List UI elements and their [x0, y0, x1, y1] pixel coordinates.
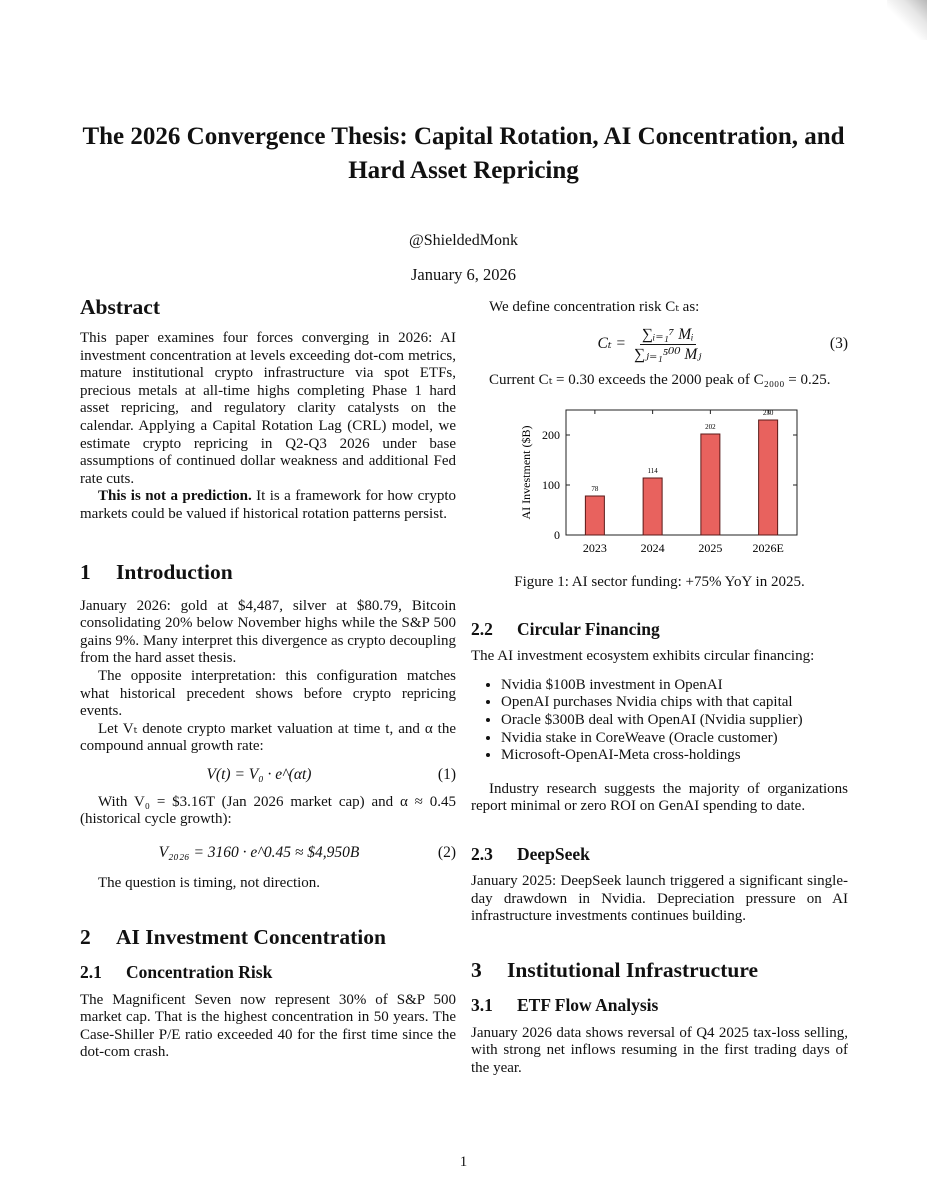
definition-text: We define concentration risk Cₜ as: — [489, 299, 700, 315]
circular-financing-text: The AI investment ecosystem exhibits circular financing: — [471, 648, 815, 665]
subsection-2-2-heading — [471, 618, 848, 640]
subsection-number: 2.2 — [471, 619, 493, 640]
bar-chart — [500, 397, 830, 567]
subsection-number: 3.1 — [471, 994, 493, 1015]
fraction-denominator: ∑ⱼ₌₁⁵⁰⁰ Mⱼ — [634, 345, 702, 363]
current-ratio-text: Current Cₜ = 0.30 exceeds the 2000 peak of C₂₀₀₀ = 0.25. — [489, 371, 831, 388]
figure-caption: Figure 1: AI sector funding: +75% YoY in 2025. — [514, 574, 805, 591]
bar-value-label: 114 — [647, 467, 658, 476]
bar-value-label: 202 — [705, 423, 716, 432]
concentration-risk-text: The Magnificent Seven now represent 30% of S&P 500 market cap. That is the highest concentration in 50 years. The Case-Shiller P/E ratio exceeded 40 for the first time since the dot-com crash. — [80, 991, 456, 1061]
section-number: 3 — [471, 957, 482, 982]
subsection-number: 2.1 — [80, 961, 102, 982]
section-title: AI Investment Concentration — [116, 924, 386, 949]
right-column — [471, 299, 848, 1078]
section-3-heading — [471, 956, 848, 984]
bar-value-label: 230 — [762, 409, 774, 418]
deepseek-text: January 2025: DeepSeek launch triggered a significant single-day drawdown in Nvidia. Depreciation pressure on AI infrastructure investments continues building. — [471, 872, 848, 925]
bar-2023 — [585, 496, 604, 535]
subsection-3-1-heading — [471, 994, 848, 1016]
list-item: • Nvidia stake in CoreWeave (Oracle customer) — [501, 730, 848, 748]
subsection-2-3-heading — [471, 843, 848, 865]
intro-p4: With V₀ = $3.16T (Jan 2026 market cap) and α ≈ 0.45 (historical cycle growth): — [80, 793, 456, 828]
section-number: 2 — [80, 924, 91, 949]
section-title: Introduction — [116, 559, 233, 584]
subsection-title: ETF Flow Analysis — [517, 994, 659, 1015]
equation-1-row — [80, 765, 456, 785]
intro-p2: The opposite interpretation: this configuration matches what historical precedent shows before crypto repricing events. — [80, 667, 456, 720]
y-tick-label: 0 — [554, 528, 560, 543]
intro-p1: January 2026: gold at $4,487, silver at $80.79, Bitcoin consolidating 20% below November highs while the S&P 500 gains 9%. Many interpret this divergence as crypto decoupling from the hard asset thesis. — [80, 597, 456, 667]
intro-p5: The question is timing, not direction. — [98, 875, 321, 892]
note-bold: This is not a prediction. — [98, 488, 252, 505]
x-tick-label: 2026E — [752, 541, 784, 556]
bar-2026E — [759, 420, 778, 535]
equation-2-number: (2) — [437, 844, 456, 862]
subsection-number: 2.3 — [471, 843, 493, 864]
bar-2025 — [701, 434, 720, 535]
equation-2: V₂₀₂₆ = 3160 · e^0.45 ≈ $4,950B — [158, 844, 360, 862]
y-tick-label: 100 — [542, 478, 560, 493]
list-item: • OpenAI purchases Nvidia chips with that capital — [501, 694, 848, 712]
equation-3-row — [471, 325, 848, 364]
equation-3-number: (3) — [829, 335, 848, 353]
equation-3-lhs: Cₜ = — [597, 334, 626, 352]
section-1-heading — [80, 558, 456, 586]
x-tick-label: 2023 — [582, 541, 607, 556]
section-2-heading — [80, 923, 456, 951]
subsection-title: Concentration Risk — [126, 961, 273, 982]
subsection-title: Circular Financing — [517, 619, 660, 640]
abstract-note — [80, 488, 456, 523]
equation-1-number: (1) — [437, 765, 456, 783]
roi-text: Industry research suggests the majority of organizations report minimal or zero ROI on GenAI spending to date. — [471, 780, 848, 815]
subsection-title: DeepSeek — [517, 843, 590, 864]
paper-title: The 2026 Convergence Thesis: Capital Rotation, AI Concentration, and Hard Asset Repricing — [82, 123, 845, 184]
author: @ShieldedMonk — [409, 232, 518, 249]
section-number: 1 — [80, 559, 91, 584]
page-number: 1 — [459, 1154, 468, 1170]
subsection-2-1-heading — [80, 961, 456, 983]
y-axis-label: AI Investment ($B) — [519, 425, 533, 520]
left-column — [80, 293, 456, 1062]
equation-3 — [471, 325, 830, 364]
circular-financing-list — [471, 677, 848, 765]
date: January 6, 2026 — [411, 265, 516, 284]
list-item: • Oracle $300B deal with OpenAI (Nvidia supplier) — [501, 712, 848, 730]
intro-p3: Let Vₜ denote crypto market valuation at time t, and α the compound annual growth rate: — [80, 720, 456, 755]
y-tick-label: 200 — [542, 428, 560, 443]
bar-2024 — [643, 478, 662, 535]
etf-flow-text: January 2026 data shows reversal of Q4 2025 tax-loss selling, with strong net inflows resuming in the first trading days of the year. — [471, 1024, 848, 1076]
fraction-numerator: ∑ᵢ₌₁⁷ Mᵢ — [641, 325, 694, 343]
equation-1: V(t) = V₀ · e^(αt) — [206, 765, 312, 783]
section-title: Institutional Infrastructure — [507, 957, 759, 982]
bar-value-label: 78 — [591, 485, 599, 494]
x-tick-label: 2024 — [640, 541, 665, 556]
abstract-text: This paper examines four forces converging in 2026: AI investment concentration at levels exceeding dot-com metrics, mature institutional crypto infrastructure via spot ETFs, precious metals at all-time highs completing Phase 1 hard asset repricing, and regulatory clarity catalysts on the calendar. Applying a Capital Rotation Lag (CRL) model, we estimate crypto repricing in Q2-Q3 2026 under base assumptions of continued dollar weakness and additional Fed rate cuts. — [80, 330, 456, 487]
equation-2-row — [80, 843, 456, 863]
abstract-heading: Abstract — [80, 295, 161, 319]
page-curl — [887, 0, 927, 40]
list-item: • Nvidia $100B investment in OpenAI — [501, 677, 848, 695]
x-tick-label: 2025 — [698, 541, 723, 556]
equation-3-fraction — [632, 325, 703, 364]
note-rest: It is a framework for how crypto markets could be valued if historical rotation patterns persist. — [80, 488, 456, 522]
list-item: • Microsoft-OpenAI-Meta cross-holdings — [501, 747, 848, 765]
